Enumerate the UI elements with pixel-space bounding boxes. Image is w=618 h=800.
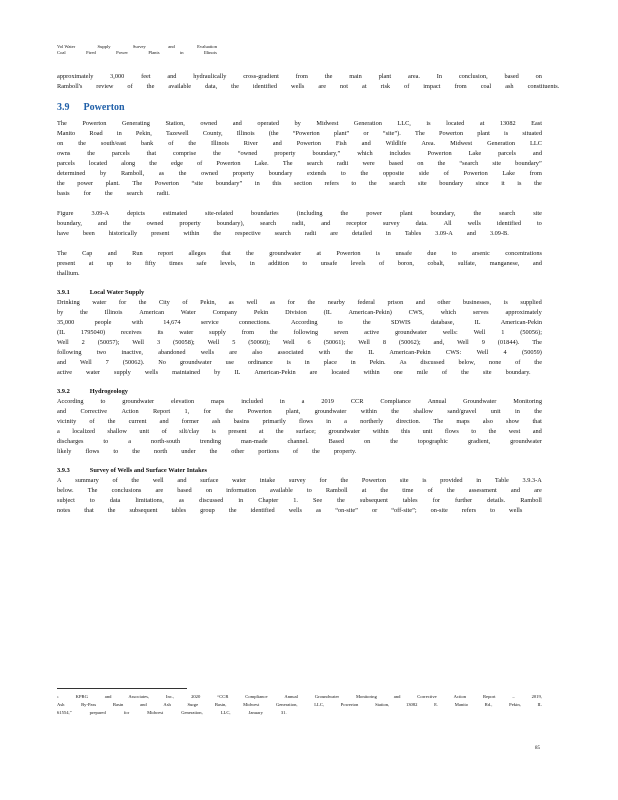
paragraph-overview (57, 119, 542, 199)
paragraph-local-water-supply (57, 298, 542, 378)
subsection-heading-hydrogeology (57, 388, 542, 395)
subsection-heading-well-survey (57, 467, 542, 474)
running-head-word: Evaluation (197, 44, 217, 49)
hydrogeology-line: vicinity of the current and former ash basins primarily flows in a northerly direction. The maps also show that (57, 418, 542, 425)
figure-reference-line: Figure 3.09-A depicts estimated site-related boundaries (including the power plant boundary, the search site (57, 210, 542, 217)
hydrogeology-line: discharges to a north-south trending man-made channel. Based on the topographic gradient, groundwater (57, 438, 542, 445)
hydrogeology-line: likely flows to the north under the other portions of the property. (57, 448, 357, 455)
section-title: Powerton (83, 102, 125, 113)
subsection-heading-local-water-supply (57, 289, 542, 296)
running-head-word: Supply (97, 44, 111, 49)
section-heading (57, 102, 542, 113)
footnote-line: Ash By-Pass Basin and Ash Surge Basin, Midwest Generation, LLC, Powerton Station, 13082 E. Manito Rd., Pekin, IL (57, 702, 542, 707)
paragraph-well-survey (57, 476, 542, 516)
running-head-line-2 (57, 50, 217, 56)
paragraph-cap-and-run (57, 249, 542, 279)
cap-and-run-line: present at up to fifty times safe levels, in addition to unsafe levels of boron, cobalt, sulfate, manganese, and (57, 260, 542, 267)
local-water-supply-line: and Well 7 (50062). No groundwater use ordinance is in place in Pekin. As discussed below, none of the (57, 359, 542, 366)
local-water-supply-line: 35,000 people with 14,674 service connections. According to the SDWIS database, IL American-Pekin (57, 319, 542, 326)
subsection-title: Local Water Supply (89, 289, 145, 296)
running-head-word: Survey (132, 44, 146, 49)
section-number: 3.9 (57, 102, 70, 113)
overview-line: determined by Ramboll, as the owned property boundary extends to the opposite side of Powerton Lake from (57, 170, 542, 177)
figure-reference-line: boundary, and the owned property boundary), search radii, and receptor survey data. All wells identified to (57, 220, 542, 227)
local-water-supply-line: by the Illinois American Water Company Pekin Division (IL American-Pekin) CWS, which serves approximately (57, 309, 542, 316)
footnote (57, 693, 542, 717)
footnote-marker: 1 (57, 695, 59, 699)
running-head-word: in (179, 50, 184, 55)
overview-line: the power plant. The Powerton “site boundary” in this section refers to the search site boundary since it is the (57, 180, 542, 187)
overview-line: The Powerton Generating Station, owned and operated by Midwest Generation LLC, is located at 13082 East (57, 120, 542, 127)
footnote-line: 1 KPRG and Associates, Inc., 2020 “CCR Compliance Annual Groundwater Monitoring and Corrective Action Report – 2019, (57, 694, 542, 699)
overview-line: Manito Road in Pekin, Tazewell County, Illinois (the “Powerton plant” or “site”). The Powerton plant is situated (57, 130, 542, 137)
running-head (57, 44, 217, 56)
subsection-number: 3.9.1 (57, 289, 70, 296)
running-head-word: Power (116, 50, 128, 55)
overview-line: basis for the search radii. (57, 190, 170, 197)
intro-line: Ramboll's review of the available data, the identified wells are not at risk of impact from coal ash constituents. (57, 83, 560, 90)
hydrogeology-line: a localized shallow unit of silt/clay is present at the surface; groundwater within this unit flows to the west and (57, 428, 542, 435)
well-survey-line: notes that the subsequent tables group the identified wells as “on-site” or “off-site”; on-site refers to wells (57, 507, 523, 514)
local-water-supply-line: (IL 1795040) receives its water supply from the following seven active groundwater wells: Well 1 (50056); (57, 329, 542, 336)
overview-line: on the south/east bank of the Illinois River and Powerton Fish and Wildlife Area. Midwest Generation LLC (57, 140, 542, 147)
cap-and-run-line: The Cap and Run report alleges that the groundwater at Powerton is unsafe due to arsenic concentrations (57, 250, 542, 257)
running-head-word: Fired (86, 50, 96, 55)
main-content (57, 72, 560, 516)
subsection-title: Survey of Wells and Surface Water Intakes (89, 467, 207, 474)
running-head-word: Vol Water (57, 44, 76, 49)
subsection-title: Hydrogeology (89, 388, 129, 395)
hydrogeology-line: and Corrective Action Report 1, for the Powerton plant, groundwater within the shallow sand/gravel unit in the (57, 408, 542, 415)
running-head-word: and (168, 44, 175, 49)
overview-line: owns the parcels that comprise the “owned property boundary,” which includes Powerton Lake parcels and (57, 150, 542, 157)
paragraph-figure-reference (57, 209, 542, 239)
well-survey-line: subject to data limitations, as discussed in Chapter 1. See the subsequent tables for further details. Ramboll (57, 497, 542, 504)
footnote-divider (57, 688, 187, 689)
local-water-supply-line: active water supply wells maintained by IL American-Pekin are located within one mile of the site boundary. (57, 369, 531, 376)
well-survey-line: A summary of the well and surface water intake survey for the Powerton site is provided in Table 3.9.3-A (57, 477, 542, 484)
paragraph-hydrogeology (57, 397, 542, 457)
figure-reference-line: have been historically present within the respective search radii are detailed in Tables 3.09-A and 3.09-B. (57, 230, 509, 237)
intro-paragraph (57, 72, 560, 92)
subsection-number: 3.9.3 (57, 467, 70, 474)
running-head-word: Coal (57, 50, 66, 55)
intro-line: approximately 3,000 feet and hydraulically cross-gradient from the main plant area. In conclusion, based on (57, 73, 542, 80)
running-head-word: Plants (148, 50, 160, 55)
running-head-word: Illinois (203, 50, 217, 55)
overview-line: parcels located along the edge of Powerton Lake. The search radii were based on the “search site boundary” (57, 160, 542, 167)
local-water-supply-line: following two inactive, abandoned wells are also associated with the IL American-Pekin CWS: Well 4 (50059) (57, 349, 542, 356)
hydrogeology-line: According to groundwater elevation maps included in a 2019 CCR Compliance Annual Groundwater Monitoring (57, 398, 542, 405)
local-water-supply-line: Drinking water for the City of Pekin, as well as for the nearby federal prison and other businesses, is supplied (57, 299, 542, 306)
cap-and-run-line: thallium. (57, 270, 80, 277)
footnote-line: 61554,” prepared for Midwest Generation, LLC, January 31. (57, 710, 287, 715)
page-number: 85 (535, 746, 540, 751)
local-water-supply-line: Well 2 (50057); Well 3 (50058); Well 5 (50060); Well 6 (50061); Well 8 (50062); and, Well 9 (01844). The (57, 339, 542, 346)
subsection-number: 3.9.2 (57, 388, 70, 395)
well-survey-line: below. The conclusions are based on information available to Ramboll at the time of the assessment and are (57, 487, 542, 494)
